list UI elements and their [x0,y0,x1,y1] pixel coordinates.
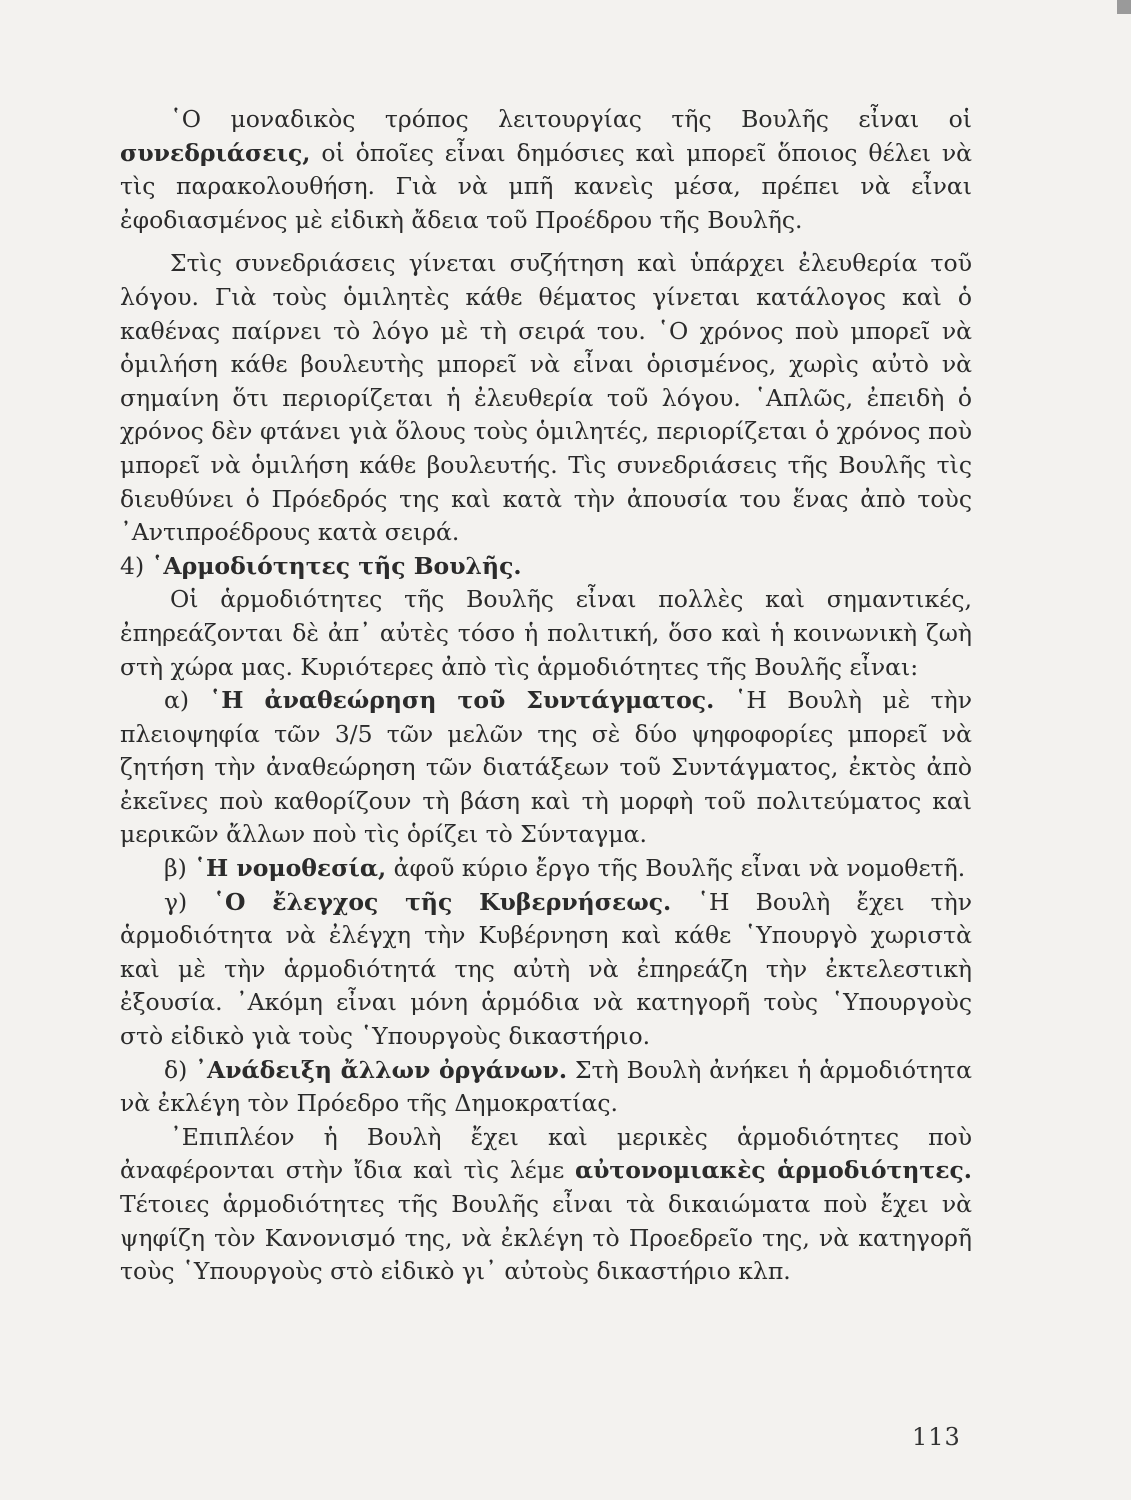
text-run: ᾿Επιπλέον ἡ Βουλὴ ἔχει καὶ μερικὲς ἁρμοδιότητες ποὺ ἀναφέρονται στὴν ἴδια καὶ τὶς λέμε [120,1122,972,1185]
item-text: ἀφοῦ κύριο ἔργο τῆς Βουλῆς εἶναι νὰ νομοθετῆ. [386,854,966,883]
list-item-election [120,1054,972,1121]
bold-term-sessions: συνεδριάσεις, [120,138,311,167]
scan-corner-mark [1117,0,1131,14]
text-run: Τέτοιες ἁρμοδιότητες τῆς Βουλῆς εἶναι τὰ δικαιώματα ποὺ ἔχει νὰ ψηφίζη τὸν Κανονισμό της, νὰ ἐκλέγη τὸ Προεδρεῖο της, νὰ κατηγορῆ τοὺς ῾Υπουργοὺς στὸ εἰδικὸ γι᾿ αὐτοὺς δικαστήριο κλπ. [120,1190,972,1286]
item-text: ῾Η Βουλὴ μὲ τὴν πλειοψηφία τῶν 3/5 τῶν μελῶν της σὲ δύο ψηφοφορίες μπορεῖ νὰ ζητήση τὴν ἀναθεώρηση τῶν διατάξεων τοῦ Συντάγματος, ἐκτὸς ἀπὸ ἐκεῖνες ποὺ καθορίζουν τὴ βάση καὶ τὴ μορφὴ τοῦ πολιτεύματος καὶ μερικῶν ἄλλων ποὺ τὶς ὁρίζει τὸ Σύνταγμα. [120,686,972,849]
text-run: ῾Ο μοναδικὸς τρόπος λειτουργίας τῆς Βουλῆς εἶναι οἱ [170,105,972,133]
item-marker: γ) [164,887,188,916]
section-title: ῾Αρμοδιότητες τῆς Βουλῆς. [151,551,522,580]
section-heading [120,550,972,584]
item-title: ῾Η ἀναθεώρηση τοῦ Συντάγματος. [209,686,715,715]
item-title: ᾿Ανάδειξη ἄλλων ὀργάνων. [195,1055,568,1084]
text-run: οἱ ὁποῖες εἶναι δημόσιες καὶ μπορεῖ ὅποιος θέλει νὰ τὶς παρακολουθήση. Γιὰ νὰ μπῆ κανεὶς μέσα, πρέπει νὰ εἶναι ἐφοδιασμένος μὲ εἰδικὴ ἄδεια τοῦ Προέδρου τῆς Βουλῆς. [120,138,972,234]
paragraph-powers-intro: Οἱ ἁρμοδιότητες τῆς Βουλῆς εἶναι πολλὲς καὶ σημαντικές, ἐπηρεάζονται δὲ ἀπ᾿ αὐτὲς τόσο ἡ πολιτική, ὅσο καὶ ἡ κοινωνικὴ ζωὴ στὴ χώρα μας. Κυριότερες ἀπὸ τὶς ἁρμοδιότητες τῆς Βουλῆς εἶναι: [120,585,972,681]
paragraph-sessions [120,103,972,237]
item-title: ῾Ο ἔλεγχος τῆς Κυβερνήσεως. [213,887,672,916]
item-title: ῾Η νομοθεσία, [194,854,387,883]
list-item-constitution [120,684,972,852]
page-number: 113 [912,1423,961,1451]
list-item-control [120,886,972,1054]
item-marker: α) [164,686,190,715]
paragraph-autonomous-powers [120,1121,972,1289]
section-number: 4) [120,551,145,580]
body-text [120,103,972,1289]
item-marker: β) [164,854,187,883]
bold-term-autonomous: αὐτονομιακὲς ἁρμοδιότητες. [575,1156,972,1185]
paragraph-debate: Στὶς συνεδριάσεις γίνεται συζήτηση καὶ ὑπάρχει ἐλευθερία τοῦ λόγου. Γιὰ τοὺς ὁμιλητὲς κάθε θέματος γίνεται κατάλογος καὶ ὁ καθένας παίρνει τὸ λόγο μὲ τὴ σειρά του. ῾Ο χρόνος ποὺ μπορεῖ νὰ ὁμιλήση κάθε βουλευτὴς μπορεῖ νὰ εἶναι ὁρισμένος, χωρὶς αὐτὸ νὰ σημαίνη ὅτι περιορίζεται ἡ ἐλευθερία τοῦ λόγου. ῾Απλῶς, ἐπειδὴ ὁ χρόνος δὲν φτάνει γιὰ ὅλους τοὺς ὁμιλητές, περιορίζεται ὁ χρόνος ποὺ μπορεῖ νὰ ὁμιλήση κάθε βουλευτής. Τὶς συνεδριάσεις τῆς Βουλῆς τὶς διευθύνει ὁ Πρόεδρός της καὶ κατὰ τὴν ἀπουσία του ἕνας ἀπὸ τοὺς ᾿Αντιπροέδρους κατὰ σειρά. [120,249,972,547]
item-marker: δ) [164,1055,188,1084]
list-item-legislation [120,852,972,886]
item-text: Στὴ Βουλὴ ἀνήκει ἡ ἁρμοδιότητα νὰ ἐκλέγη τὸν Πρόεδρο τῆς Δημοκρατίας. [120,1055,973,1118]
item-text: ῾Η Βουλὴ ἔχει τὴν ἁρμοδιότητα νὰ ἐλέγχη τὴν Κυβέρνηση καὶ κάθε ῾Υπουργὸ χωριστὰ καὶ μὲ τὴν ἁρμοδιότητά της αὐτὴ νὰ ἐπηρεάζη τὴν ἐκτελεστικὴ ἐξουσία. ᾿Ακόμη εἶναι μόνη ἁρμόδια νὰ κατηγορῆ τοὺς ῾Υπουργοὺς στὸ εἰδικὸ γιὰ τοὺς ῾Υπουργοὺς δικαστήριο. [120,887,973,1051]
